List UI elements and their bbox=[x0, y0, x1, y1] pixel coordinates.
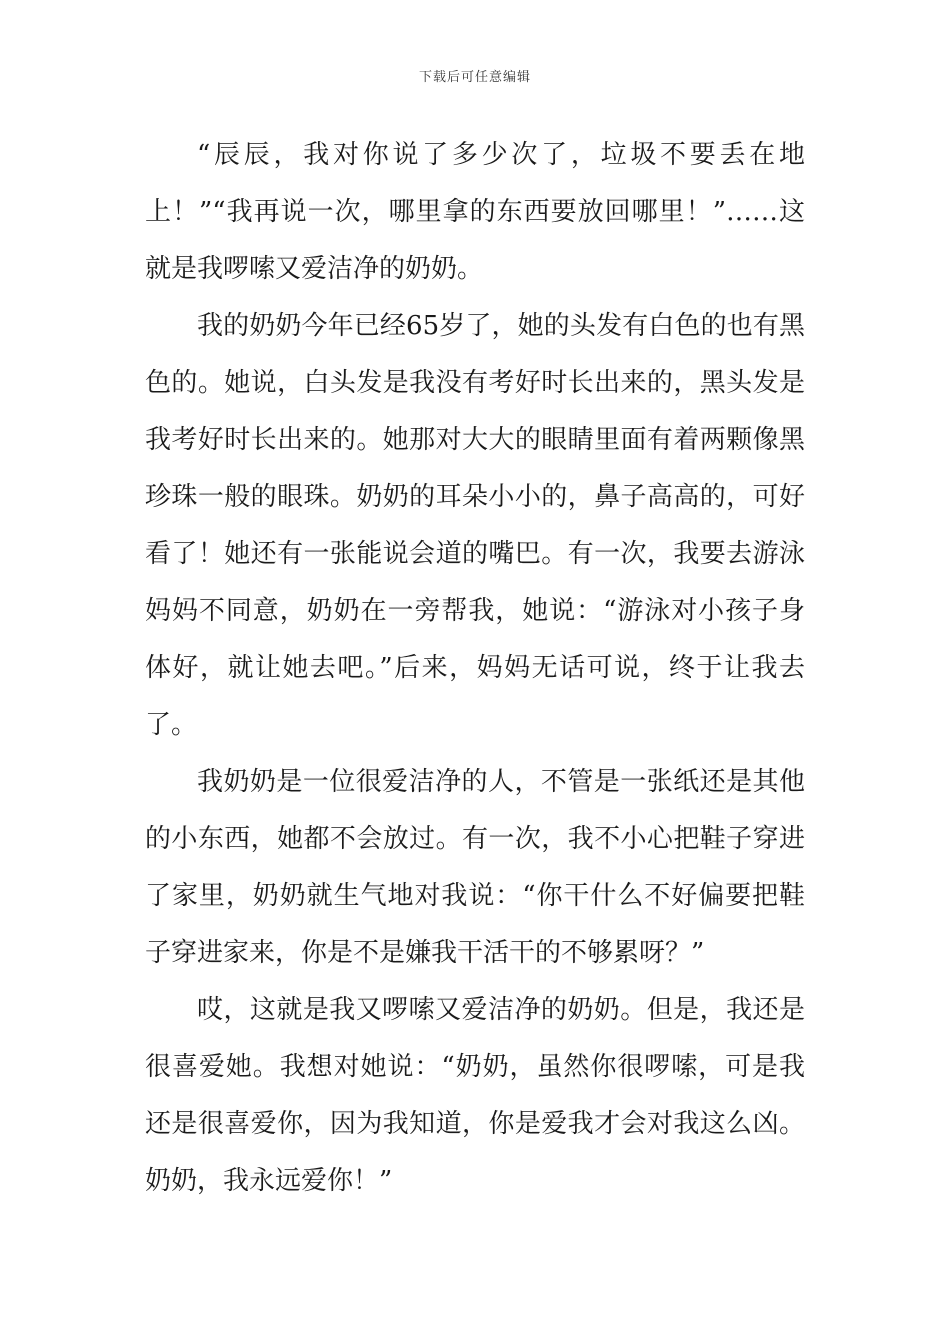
essay-body bbox=[145, 127, 805, 1210]
page-header: 下载后可任意编辑 bbox=[418, 70, 531, 85]
paragraph-4: 哎，这就是我又啰嗦又爱洁净的奶奶。但是，我还是很喜爱她。我想对她说：“奶奶，虽然你很啰嗦，可是我还是很喜爱你，因为我知道，你是爱我才会对我这么凶。奶奶，我永远爱你！” bbox=[145, 995, 805, 1196]
paragraph-1: “辰辰，我对你说了多少次了，垃圾不要丢在地上！”“我再说一次，哪里拿的东西要放回哪里！”……这就是我啰嗦又爱洁净的奶奶。 bbox=[145, 140, 805, 284]
paragraph-3: 我奶奶是一位很爱洁净的人，不管是一张纸还是其他的小东西，她都不会放过。有一次，我不小心把鞋子穿进了家里，奶奶就生气地对我说：“你干什么不好偏要把鞋子穿进家来，你是不是嫌我干活干的不够累呀？” bbox=[145, 767, 805, 968]
paragraph-2: 我的奶奶今年已经65岁了，她的头发有白色的也有黑色的。她说，白头发是我没有考好时长出来的，黑头发是我考好时长出来的。她那对大大的眼睛里面有着两颗像黑珍珠一般的眼珠。奶奶的耳朵小小的，鼻子高高的，可好看了！她还有一张能说会道的嘴巴。有一次，我要去游泳妈妈不同意，奶奶在一旁帮我，她说：“游泳对小孩子身体好，就让她去吧。”后来，妈妈无话可说，终于让我去了。 bbox=[145, 311, 805, 740]
